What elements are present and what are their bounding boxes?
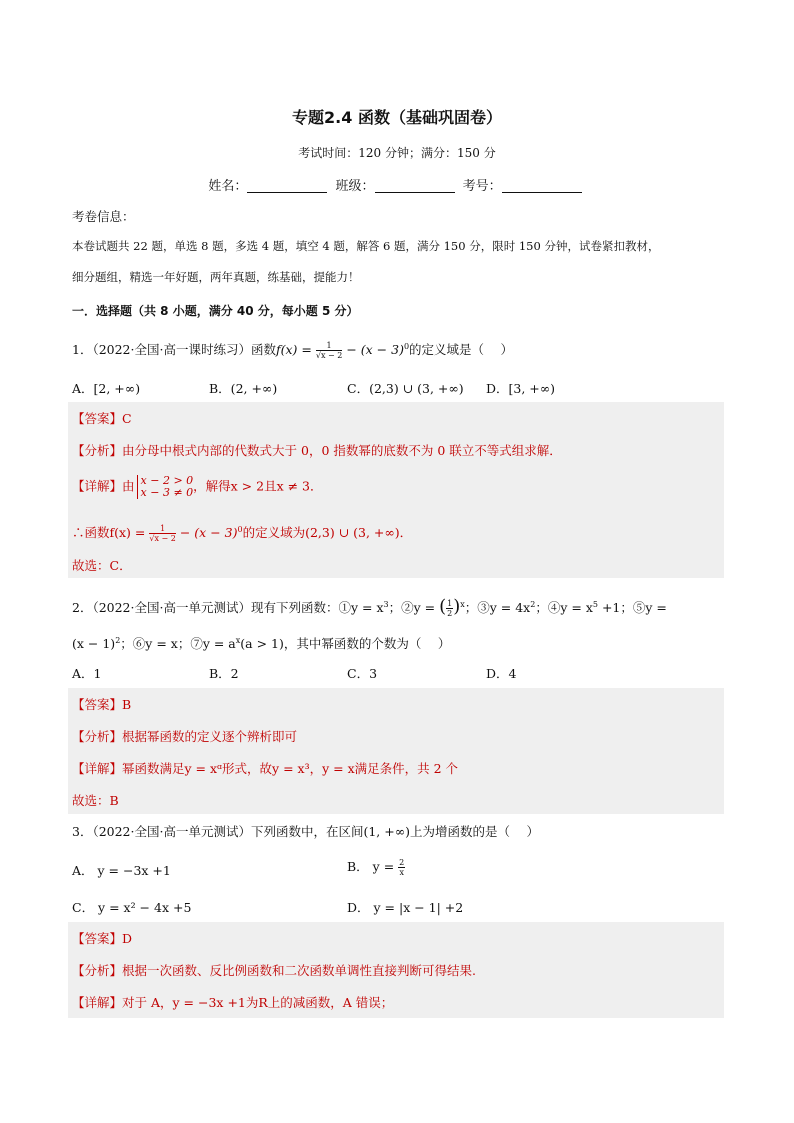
q1-pick: 故选：C． xyxy=(72,558,132,573)
q1-option-c[interactable]: C．(2,3) ∪ (3, +∞) xyxy=(347,381,464,396)
q3-option-d[interactable]: D． y = |x − 1| +2 xyxy=(347,900,464,915)
q2-detail: 【详解】幂函数满足y = xᵅ形式，故y = x³，y = x满足条件，共 2 个 xyxy=(72,761,459,776)
q3-answer: 【答案】D xyxy=(72,931,133,946)
info-label: 考卷信息： xyxy=(72,209,135,224)
q3-analysis: 【分析】根据一次函数、反比例函数和二次函数单调性直接判断可得结果. xyxy=(72,963,476,978)
student-info-line xyxy=(0,175,794,194)
q3-option-c[interactable]: C． y = x² − 4x +5 xyxy=(72,900,192,915)
name-label: 姓名： xyxy=(208,179,248,194)
class-label: 班级： xyxy=(335,179,375,194)
question-3-stem: 3．（2022·全国·高一单元测试）下列函数中，在区间(1, +∞)上为增函数的是（ ） xyxy=(72,824,539,839)
q2-option-a[interactable]: A．1 xyxy=(72,666,102,681)
fraction: $\frac{1}{√x - 2}$ xyxy=(315,341,343,361)
question-2-line-2: $(x - 1)^2$；⑥y = x；⑦y = $a^x(a > 1)$，其中幂函数的个数为（ ） xyxy=(72,636,451,652)
info-line-1: 本卷试题共 22 题，单选 8 题，多选 4 题，填空 4 题，解答 6 题，满分 150 分，限时 150 分钟，试卷紧扣教材， xyxy=(72,239,660,253)
q3-option-b[interactable]: B． y = $\frac{2}{x}$ xyxy=(347,858,405,877)
section-heading: 一．选择题（共 8 小题，满分 40 分，每小题 5 分） xyxy=(72,304,359,318)
question-2-line-1: 2．（2022·全国·高一单元测试）现有下列函数：①y = $x^3$；②y = ( $\frac{1}{2}$ )$^x$；③y = $4x^2$；④y = $x^5 +1$；⑤y = xyxy=(72,596,667,619)
id-label: 考号： xyxy=(462,179,502,194)
q1-option-d[interactable]: D．[3, +∞) xyxy=(486,381,556,396)
page-title: 专题2.4 函数（基础巩固卷） xyxy=(292,108,502,127)
fraction: $\frac{1}{√x - 2}$ xyxy=(149,524,176,544)
q3-option-a[interactable]: A． y = −3x +1 xyxy=(72,863,171,878)
id-blank[interactable] xyxy=(502,179,582,193)
fraction: $\frac{1}{2}$ xyxy=(447,599,453,619)
info-line-2: 细分题组，精选一年好题，两年真题，练基础，提能力！ xyxy=(72,270,360,284)
q2-option-c[interactable]: C．3 xyxy=(347,666,378,681)
q1-option-b[interactable]: B．(2, +∞) xyxy=(209,381,278,396)
q1-detail: 【详解】由 x − 2 > 0 x − 3 ≠ 0 ，解得x > 2且x ≠ 3． xyxy=(72,474,323,499)
q1-answer: 【答案】C xyxy=(72,411,132,426)
name-blank[interactable] xyxy=(247,179,327,193)
q2-pick: 故选：B xyxy=(72,793,119,808)
q3-detail: 【详解】对于 A，y = −3x +1为R上的减函数，A 错误； xyxy=(72,995,394,1010)
class-blank[interactable] xyxy=(375,179,455,193)
question-1-stem: 1．（2022·全国·高一课时练习）函数f(x) = $\frac{1}{√x - 2}$ − $(x - 3)^0$的定义域是（ ） xyxy=(72,341,514,361)
q1-option-a[interactable]: A．[2, +∞) xyxy=(72,381,141,396)
q2-option-b[interactable]: B．2 xyxy=(209,666,239,681)
q2-answer: 【答案】B xyxy=(72,697,132,712)
exam-time: 考试时间：120 分钟；满分：150 分 xyxy=(298,146,496,160)
q2-analysis: 【分析】根据幂函数的定义逐个辨析即可 xyxy=(72,729,298,744)
q1-analysis: 【分析】由分母中根式内部的代数式大于 0，0 指数幂的底数不为 0 联立不等式组求解． xyxy=(72,443,562,458)
q2-option-d[interactable]: D．4 xyxy=(486,666,517,681)
equation-system: x − 2 > 0 x − 3 ≠ 0 xyxy=(137,475,194,499)
q1-conclusion: ∴函数f(x) = $\frac{1}{√x - 2}$ − $(x - 3)^0$的定义域为(2,3) ∪ (3, +∞)． xyxy=(72,524,413,544)
fraction: $\frac{2}{x}$ xyxy=(399,858,405,877)
